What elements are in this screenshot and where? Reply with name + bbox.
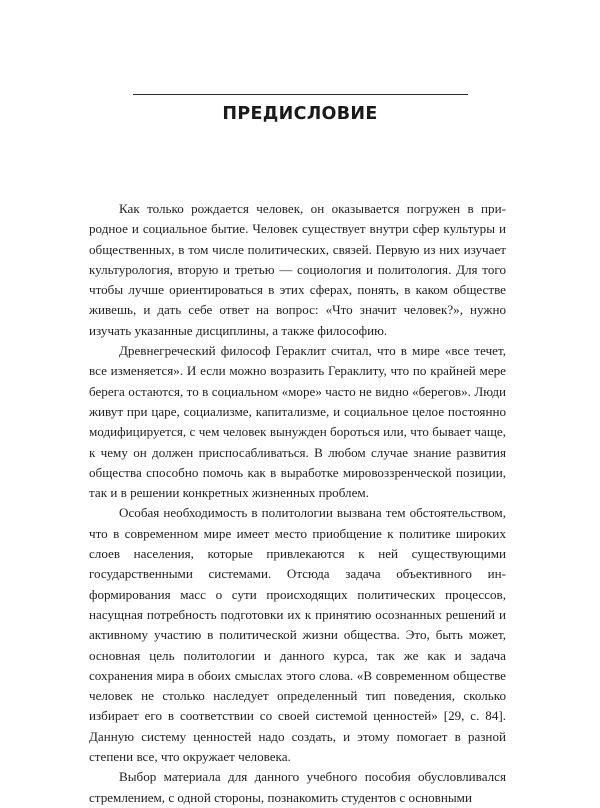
page-title: ПРЕДИСЛОВИЕ [222,104,378,124]
paragraph: Как только рождается человек, он оказывается погружен в природное и социальное бытие. Человек существует внутри сфер культуры и общественных, в том числе политических, связей. Первую из них изучает культурология, вторую и третью — социология и политология. Для того чтобы лучше ориентироваться в этих сферах, понять, в каком обществе живешь, и дать себе ответ на вопрос: «Что значит человек?», нужно изучать указанные дисциплины, а также философию. [89,201,506,338]
top-rule [133,94,468,95]
paragraph: Древнегреческий философ Гераклит считал, что в мире «все течет, все изменяется». И если можно возразить Гераклиту, что по крайней мере берега остаются, то в социальном «море» часто не видно «берегов». Люди живут при царе, социализме, капитализме, и социальное целое постоянно модифицируется, с чем человек вынужден бороться или, что бывает чаще, к чему он должен приспосабливаться. В любом случае знание развития общества способно помочь как в выработке мировоззренческой позиции, так и в решении конкретных жизненных проблем. [89,343,506,501]
paragraph: Выбор материала для данного учебного пособия обусловливался стремлением, с одной стороны, познакомить студентов с основными [89,769,506,805]
paragraph: Особая необходимость в политологии вызвана тем обстоятельством, что в современном мире имеет место приобщение к политике широких слоев населения, которые привлекаются к ней существующими государственными системами. Отсюда задача объективного информирования масс о сути происходящих политических процессов, насущная потребность подготовки их к принятию осознанных решений и активному участию в политической жизни общества. Это, быть может, основная цель политологии и данного курса, так же как и задача сохранения мира в обоих смыслах этого слова. «В современном обществе человек не столько наследует определенный тип поведения, сколько избирает его в соответствии со своей системой ценностей» [29, с. 84]. Данную систему ценностей надо создать, и этому помогает в разной степени все, что окружает человека. [89,505,506,765]
body-text [89,199,506,808]
